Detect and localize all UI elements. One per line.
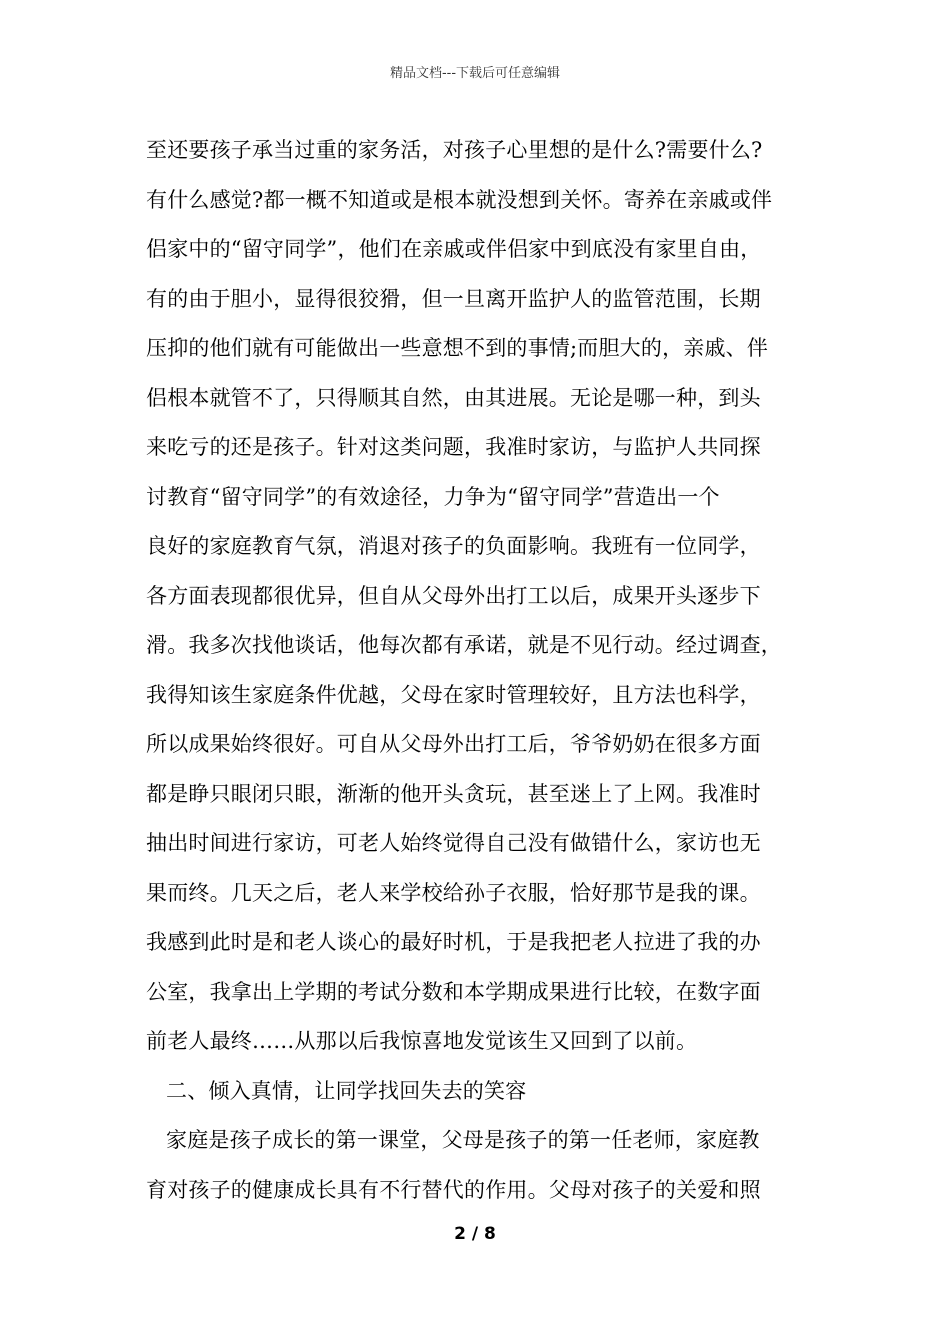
text-line: 果而终。几天之后，老人来学校给孙子衣服，恰好那节是我的课。 (146, 880, 761, 905)
page-header: 精品文档---下载后可任意编辑 (389, 66, 561, 81)
text-line: 育对孩子的健康成长具有不行替代的作用。父母对孩子的关爱和照 (146, 1177, 761, 1202)
text-line: 滑。我多次找他谈话，他每次都有承诺，就是不见行动。经过调查， (146, 633, 782, 657)
text-line: 前老人最终……从那以后我惊喜地发觉该生又回到了以前。 (146, 1029, 698, 1053)
text-line: 抽出时间进行家访，可老人始终觉得自己没有做错什么，家访也无 (146, 831, 761, 855)
text-line: 侣家中的“留守同学”，他们在亲戚或伴侣家中到底没有家里自由， (146, 237, 762, 261)
text-line: 各方面表现都很优异，但自从父母外出打工以后，成果开头逐步下 (146, 583, 761, 608)
text-line: 有什么感觉?都一概不知道或是根本就没想到关怀。寄养在亲戚或伴 (146, 187, 773, 212)
text-line: 来吃亏的还是孩子。针对这类问题，我准时家访，与监护人共同探 (146, 435, 761, 459)
document-body (146, 126, 826, 1215)
text-line: 至还要孩子承当过重的家务活，对孩子心里想的是什么?需要什么? (146, 138, 763, 162)
text-line: 都是睁只眼闭只眼，渐渐的他开头贪玩，甚至迷上了上网。我准时 (146, 781, 761, 806)
text-line: 良好的家庭教育气氛，消退对孩子的负面影响。我班有一位同学， (146, 534, 761, 558)
text-line: 我感到此时是和老人谈心的最好时机，于是我把老人拉进了我的办 (146, 930, 761, 954)
text-line: 家庭是孩子成长的第一课堂，父母是孩子的第一任老师，家庭教 (166, 1128, 760, 1152)
text-line: 我得知该生家庭条件优越，父母在家时管理较好，且方法也科学， (146, 682, 761, 707)
page-number: 2 / 8 (454, 1224, 496, 1244)
text-line: 压抑的他们就有可能做出一些意想不到的事情;而胆大的，亲戚、伴 (146, 336, 769, 360)
section-heading: 二、倾入真情，让同学找回失去的笑容 (166, 1078, 527, 1103)
text-line: 有的由于胆小，显得很狡猾，但一旦离开监护人的监管范围，长期 (146, 286, 761, 311)
text-line: 所以成果始终很好。可自从父母外出打工后，爷爷奶奶在很多方面 (146, 732, 761, 756)
text-line: 公室，我拿出上学期的考试分数和本学期成果进行比较，在数字面 (146, 979, 761, 1004)
text-line: 侣根本就管不了，只得顺其自然，由其进展。无论是哪一种，到头 (146, 385, 761, 410)
text-line: 讨教育“留守同学”的有效途径，力争为“留守同学”营造出一个 (146, 484, 720, 509)
